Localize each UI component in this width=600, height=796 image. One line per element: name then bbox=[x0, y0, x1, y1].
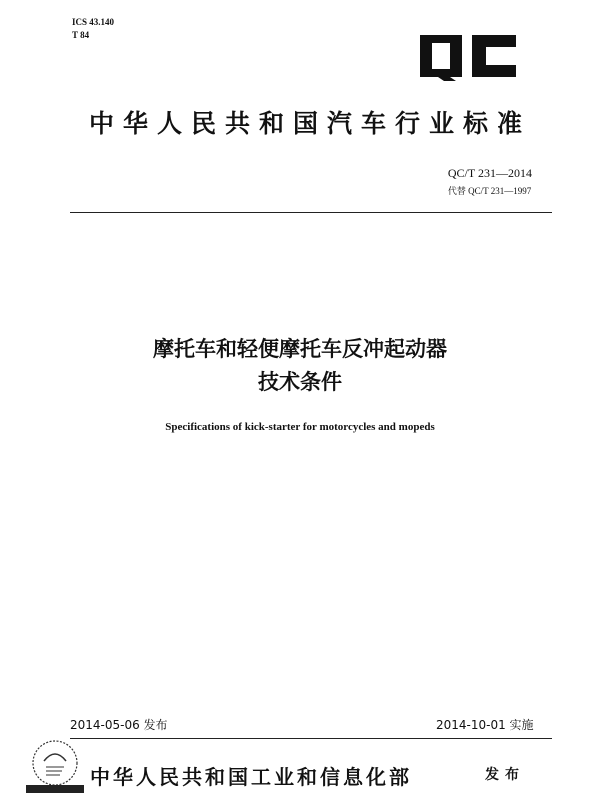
title-line-2: 技术条件 bbox=[258, 370, 342, 394]
standard-number-block bbox=[448, 164, 532, 200]
replaces-standard: 代替 QC/T 231—1997 bbox=[447, 186, 532, 196]
dates-row bbox=[0, 716, 600, 736]
standard-number: QC/T 231—2014 bbox=[447, 166, 532, 180]
english-title: Specifications of kick-starter for motorcycles and mopeds bbox=[165, 421, 435, 433]
publish-date: 2014-05-06 发布 bbox=[70, 718, 168, 732]
issuing-authority: 中华人民共和国工业和信息化部 bbox=[90, 765, 412, 789]
header-divider bbox=[70, 212, 552, 213]
ics-code: ICS 43.140 bbox=[72, 17, 115, 27]
document-title bbox=[0, 333, 600, 399]
issue-label: 发布 bbox=[485, 767, 525, 783]
anti-counterfeit-seal bbox=[22, 737, 88, 795]
footer-divider bbox=[70, 738, 552, 739]
title-line-1: 摩托车和轻便摩托车反冲起动器 bbox=[153, 337, 447, 361]
implement-date: 2014-10-01 实施 bbox=[436, 718, 534, 732]
qc-logo bbox=[416, 31, 520, 81]
class-code: T 84 bbox=[72, 30, 90, 40]
classification-block bbox=[72, 16, 114, 42]
org-title: 中华人民共和国汽车行业标准 bbox=[88, 109, 531, 138]
